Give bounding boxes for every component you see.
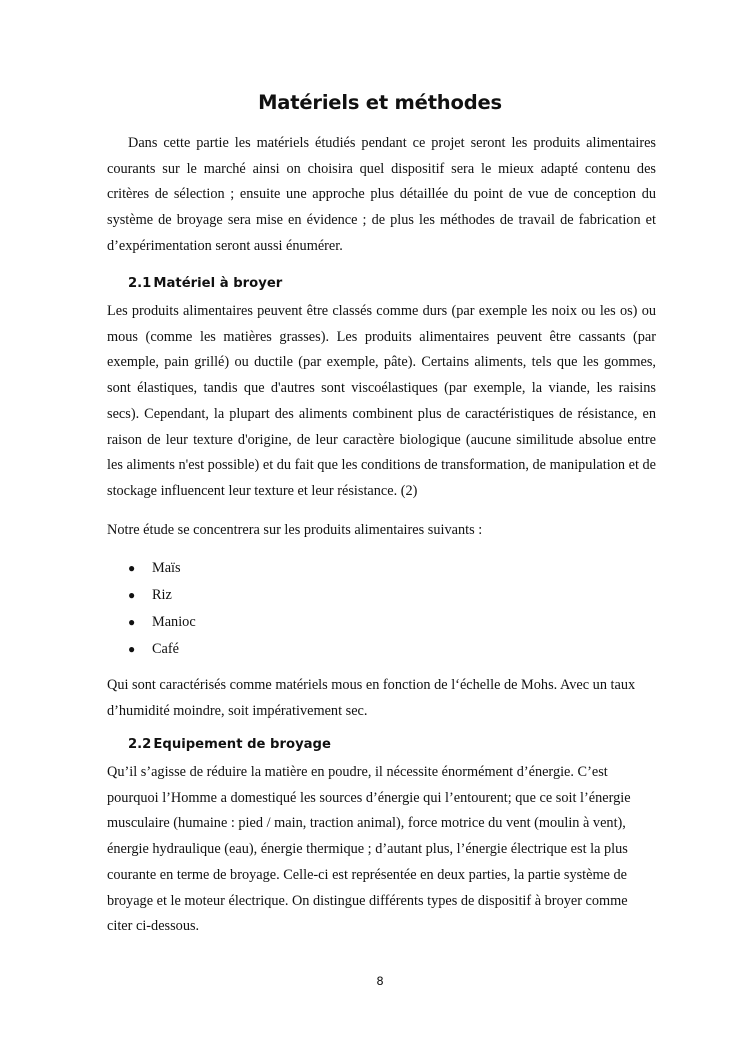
intro-paragraph: Dans cette partie les matériels étudiés pendant ce projet seront les produits alimentaires courants sur le marché ainsi on choisira quel dispositif sera le mieux adapté contenu des critères de sélection ; ensuite une approche plus détaillée du point de vue de conception du système de broyage sera mise en évidence ; de plus les méthodes de travail de fabrication et d’expérimentation seront aussi énumérer. [107,135,656,254]
section-2-1-title: Matériel à broyer [153,276,283,291]
study-lead-paragraph: Notre étude se concentrera sur les produits alimentaires suivants : [107,522,483,538]
section-2-2-title: Equipement de broyage [153,737,331,752]
section-2-1-number: 2.1 [128,276,152,291]
bullet-icon: ● [128,642,136,656]
section-2-2-number: 2.2 [128,737,152,752]
list-item: ● Manioc [128,609,196,636]
section-2-2-paragraph: Qu’il s’agisse de réduire la matière en poudre, il nécessite énormément d’énergie. C’est pourquoi l’Homme a domestiqué les sources d’énergie qui l’entourent; que ce soit l’énergie musculaire (humaine : pied / main, traction animal), force motrice du vent (moulin à vent), énergie hydraulique (eau), énergie thermique ; d’autant plus, l’énergie électrique est la plus courante en terme de broyage. Celle-ci est représentée en deux parties, la partie système de broyage et le moteur électrique. On distingue différents types de dispositif à broyer comme citer ci-dessous. [107,764,631,935]
page-title: Matériels et méthodes [258,91,502,114]
bullet-icon: ● [128,588,136,602]
bullet-icon: ● [128,561,136,575]
list-item: ● Maïs [128,555,196,582]
section-2-1-paragraph: Les produits alimentaires peuvent être classés comme durs (par exemple les noix ou les os) ou mous (comme les matières grasses). Les produits alimentaires peuvent être cassants (par exemple, pain grillé) ou ductile (par exemple, pâte). Certains aliments, tels que les gommes, sont élastiques, tandis que d'autres sont viscoélastiques (par exemple, la viande, les raisins secs). Cependant, la plupart des aliments combinent plus de caractéristiques de résistance, en raison de leur texture d'origine, de leur caractère biologique (aucune similitude absolue entre les aliments n'est possible) et du fait que les conditions de transformation, de manipulation et de stockage influencent leur texture et leur résistance. (2) [107,303,656,499]
closing-paragraph: Qui sont caractérisés comme matériels mous en fonction de l‘échelle de Mohs. Avec un taux d’humidité moindre, soit impérativement sec. [107,677,636,719]
food-products-list [128,555,196,663]
list-item: ● Café [128,636,196,663]
section-2-2-heading [128,737,331,752]
bullet-icon: ● [128,615,136,629]
page-number: 8 [376,974,384,988]
section-2-1-heading [128,276,282,291]
list-item: ● Riz [128,582,196,609]
